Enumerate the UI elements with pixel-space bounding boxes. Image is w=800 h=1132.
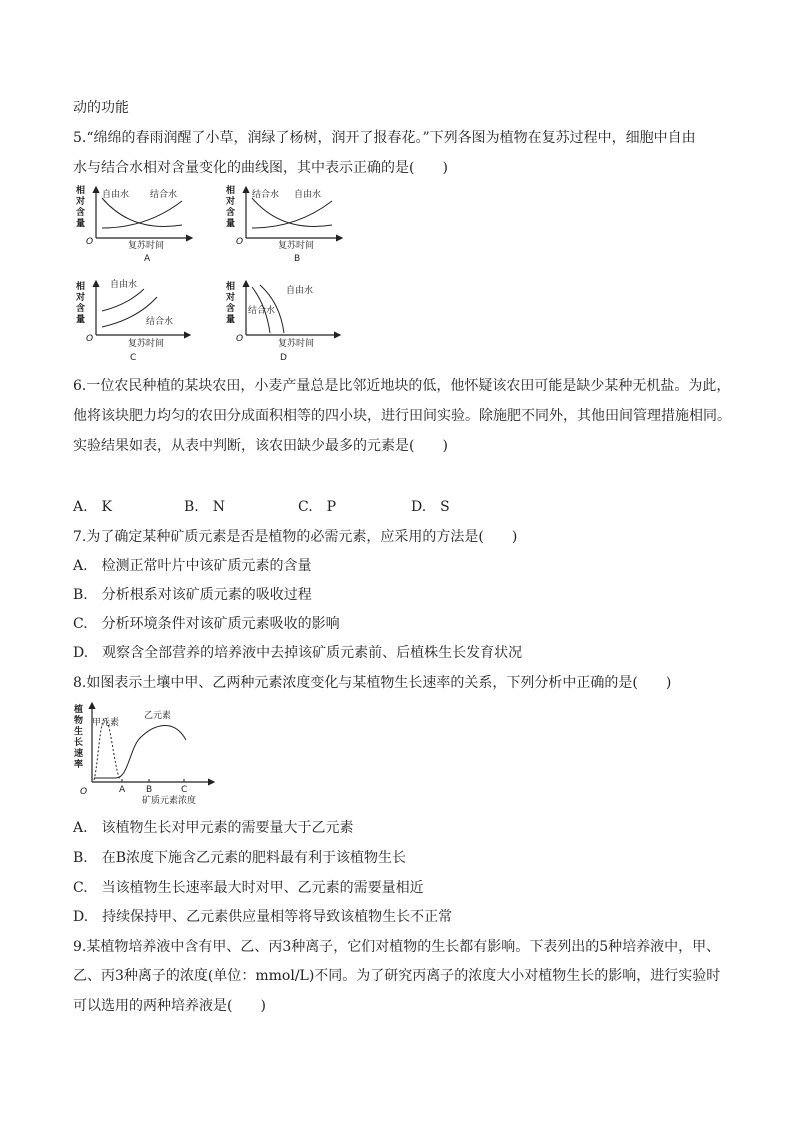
svg-text:对: 对	[76, 293, 86, 303]
x-axis-label: 矿质元素浓度	[142, 796, 197, 806]
svg-text:物: 物	[74, 716, 84, 726]
q7-option-c: C. 分析环境条件对该矿质元素吸收的影响	[73, 616, 340, 632]
q6-stem-line2: 他将该块肥力均匀的农田分成面积相等的四小块，进行田间实验。除施肥不同外，其他田间管理措施相同。	[73, 408, 731, 424]
svg-text:量: 量	[76, 315, 86, 325]
svg-text:对: 对	[226, 293, 236, 303]
free-water-curve	[102, 289, 144, 311]
q8-option-c: C. 当该植物生长速率最大时对甲、乙元素的需要量相近	[73, 880, 424, 896]
q6-option-b: B. N	[184, 499, 225, 515]
yi-element-label: 乙元素	[144, 711, 172, 721]
free-water-label: 自由水	[286, 286, 314, 296]
q6-option-d: D. S	[411, 499, 450, 515]
yi-element-curve	[94, 725, 186, 778]
jia-element-label: 甲元素	[92, 718, 120, 728]
q5-stem-line2: 水与结合水相对含量变化的曲线图，其中表示正确的是( )	[73, 160, 448, 176]
q8-option-d: D. 持续保持甲、乙元素供应量相等将导致该植物生长不正常	[73, 909, 453, 925]
graph-label: C	[130, 353, 137, 363]
bound-water-label: 结合水	[146, 317, 174, 327]
svg-text:含: 含	[226, 304, 236, 314]
origin-label: O	[80, 787, 88, 797]
q7-option-d: D. 观察含全部营养的培养液中去掉该矿质元素前、后植株生长发育状况	[73, 645, 523, 661]
svg-text:长: 长	[74, 738, 84, 748]
svg-text:相: 相	[226, 282, 236, 292]
graph-label: A	[144, 254, 151, 263]
free-water-label: 自由水	[102, 190, 130, 200]
origin-label: O	[236, 237, 244, 247]
x-tick-a: A	[119, 785, 126, 795]
svg-text:量: 量	[76, 219, 86, 229]
svg-text:相: 相	[226, 186, 236, 196]
svg-text:对: 对	[226, 197, 236, 207]
svg-text:含: 含	[226, 208, 236, 218]
q9-stem-line3: 可以选用的两种培养液是( )	[73, 998, 266, 1014]
origin-label: O	[86, 237, 94, 247]
q9-stem-line1: 9.某植物培养液中含有甲、乙、丙3种离子，它们对植物的生长都有影响。下表列出的5种培养液中，甲、	[73, 939, 721, 955]
q5-a-ylabel	[75, 184, 85, 229]
bound-water-label: 结合水	[150, 190, 178, 200]
graph-label: B	[294, 254, 301, 263]
q7-option-b: B. 分析根系对该矿质元素的吸收过程	[73, 587, 312, 603]
q6-stem-line3: 实验结果如表，从表中判断，该农田缺少最多的元素是( )	[73, 438, 448, 454]
svg-text:含: 含	[76, 208, 86, 218]
bound-water-label: 结合水	[252, 190, 280, 200]
q8-graph	[72, 700, 222, 808]
svg-text:量: 量	[226, 315, 236, 325]
svg-text:相: 相	[76, 282, 86, 292]
x-axis-label: 复苏时间	[278, 339, 315, 349]
svg-text:率: 率	[74, 760, 84, 770]
q5-graph-a	[72, 183, 202, 263]
x-axis-label: 复苏时间	[128, 339, 165, 349]
q6-stem-line1: 6.一位农民种植的某块农田，小麦产量总是比邻近地块的低，他怀疑该农田可能是缺少某种无机盐。为此，	[73, 378, 731, 394]
x-tick-b: B	[146, 785, 153, 795]
continued-text: 动的功能	[73, 100, 129, 116]
q8-y-label	[74, 703, 83, 770]
q6-option-a: A. K	[73, 499, 113, 515]
bound-water-label: 结合水	[248, 306, 276, 316]
q7-stem: 7.为了确定某种矿质元素是否是植物的必需元素，应采用的方法是( )	[73, 529, 518, 545]
x-tick-c: C	[181, 785, 188, 795]
q5-graph-d	[222, 275, 352, 365]
x-axis-label: 复苏时间	[128, 241, 165, 251]
free-water-label: 自由水	[110, 280, 138, 290]
free-water-label: 自由水	[294, 190, 322, 200]
q5-graph-c	[72, 275, 202, 365]
q5-stem-line1: 5.“绵绵的春雨润醒了小草，润绿了杨树，润开了报春花。”下列各图为植物在复苏过程中，细胞中自由	[73, 130, 696, 146]
origin-label: O	[236, 334, 244, 344]
x-axis-label: 复苏时间	[278, 241, 315, 251]
q7-option-a: A. 检测正常叶片中该矿质元素的含量	[73, 558, 312, 574]
svg-text:速: 速	[74, 749, 84, 759]
svg-text:植: 植	[74, 705, 84, 715]
svg-text:生: 生	[74, 727, 84, 737]
origin-label: O	[86, 334, 94, 344]
svg-text:含: 含	[76, 304, 86, 314]
svg-text:对: 对	[76, 197, 86, 207]
q5-graph-b	[222, 183, 352, 263]
graph-label: D	[280, 353, 287, 363]
q6-option-c: C. P	[298, 499, 337, 515]
y-char-1: 相	[76, 186, 86, 196]
q8-option-a: A. 该植物生长对甲元素的需要量大于乙元素	[73, 820, 354, 836]
q9-stem-line2: 乙、丙3种离子的浓度(单位：mmol/L)不同。为了研究丙离子的浓度大小对植物生长的影响，进行实验时	[73, 968, 721, 984]
q8-stem: 8.如图表示土壤中甲、乙两种元素浓度变化与某植物生长速率的关系，下列分析中正确的是( )	[73, 675, 672, 691]
q8-option-b: B. 在B浓度下施含乙元素的肥料最有利于该植物生长	[73, 850, 407, 866]
svg-text:量: 量	[226, 219, 236, 229]
